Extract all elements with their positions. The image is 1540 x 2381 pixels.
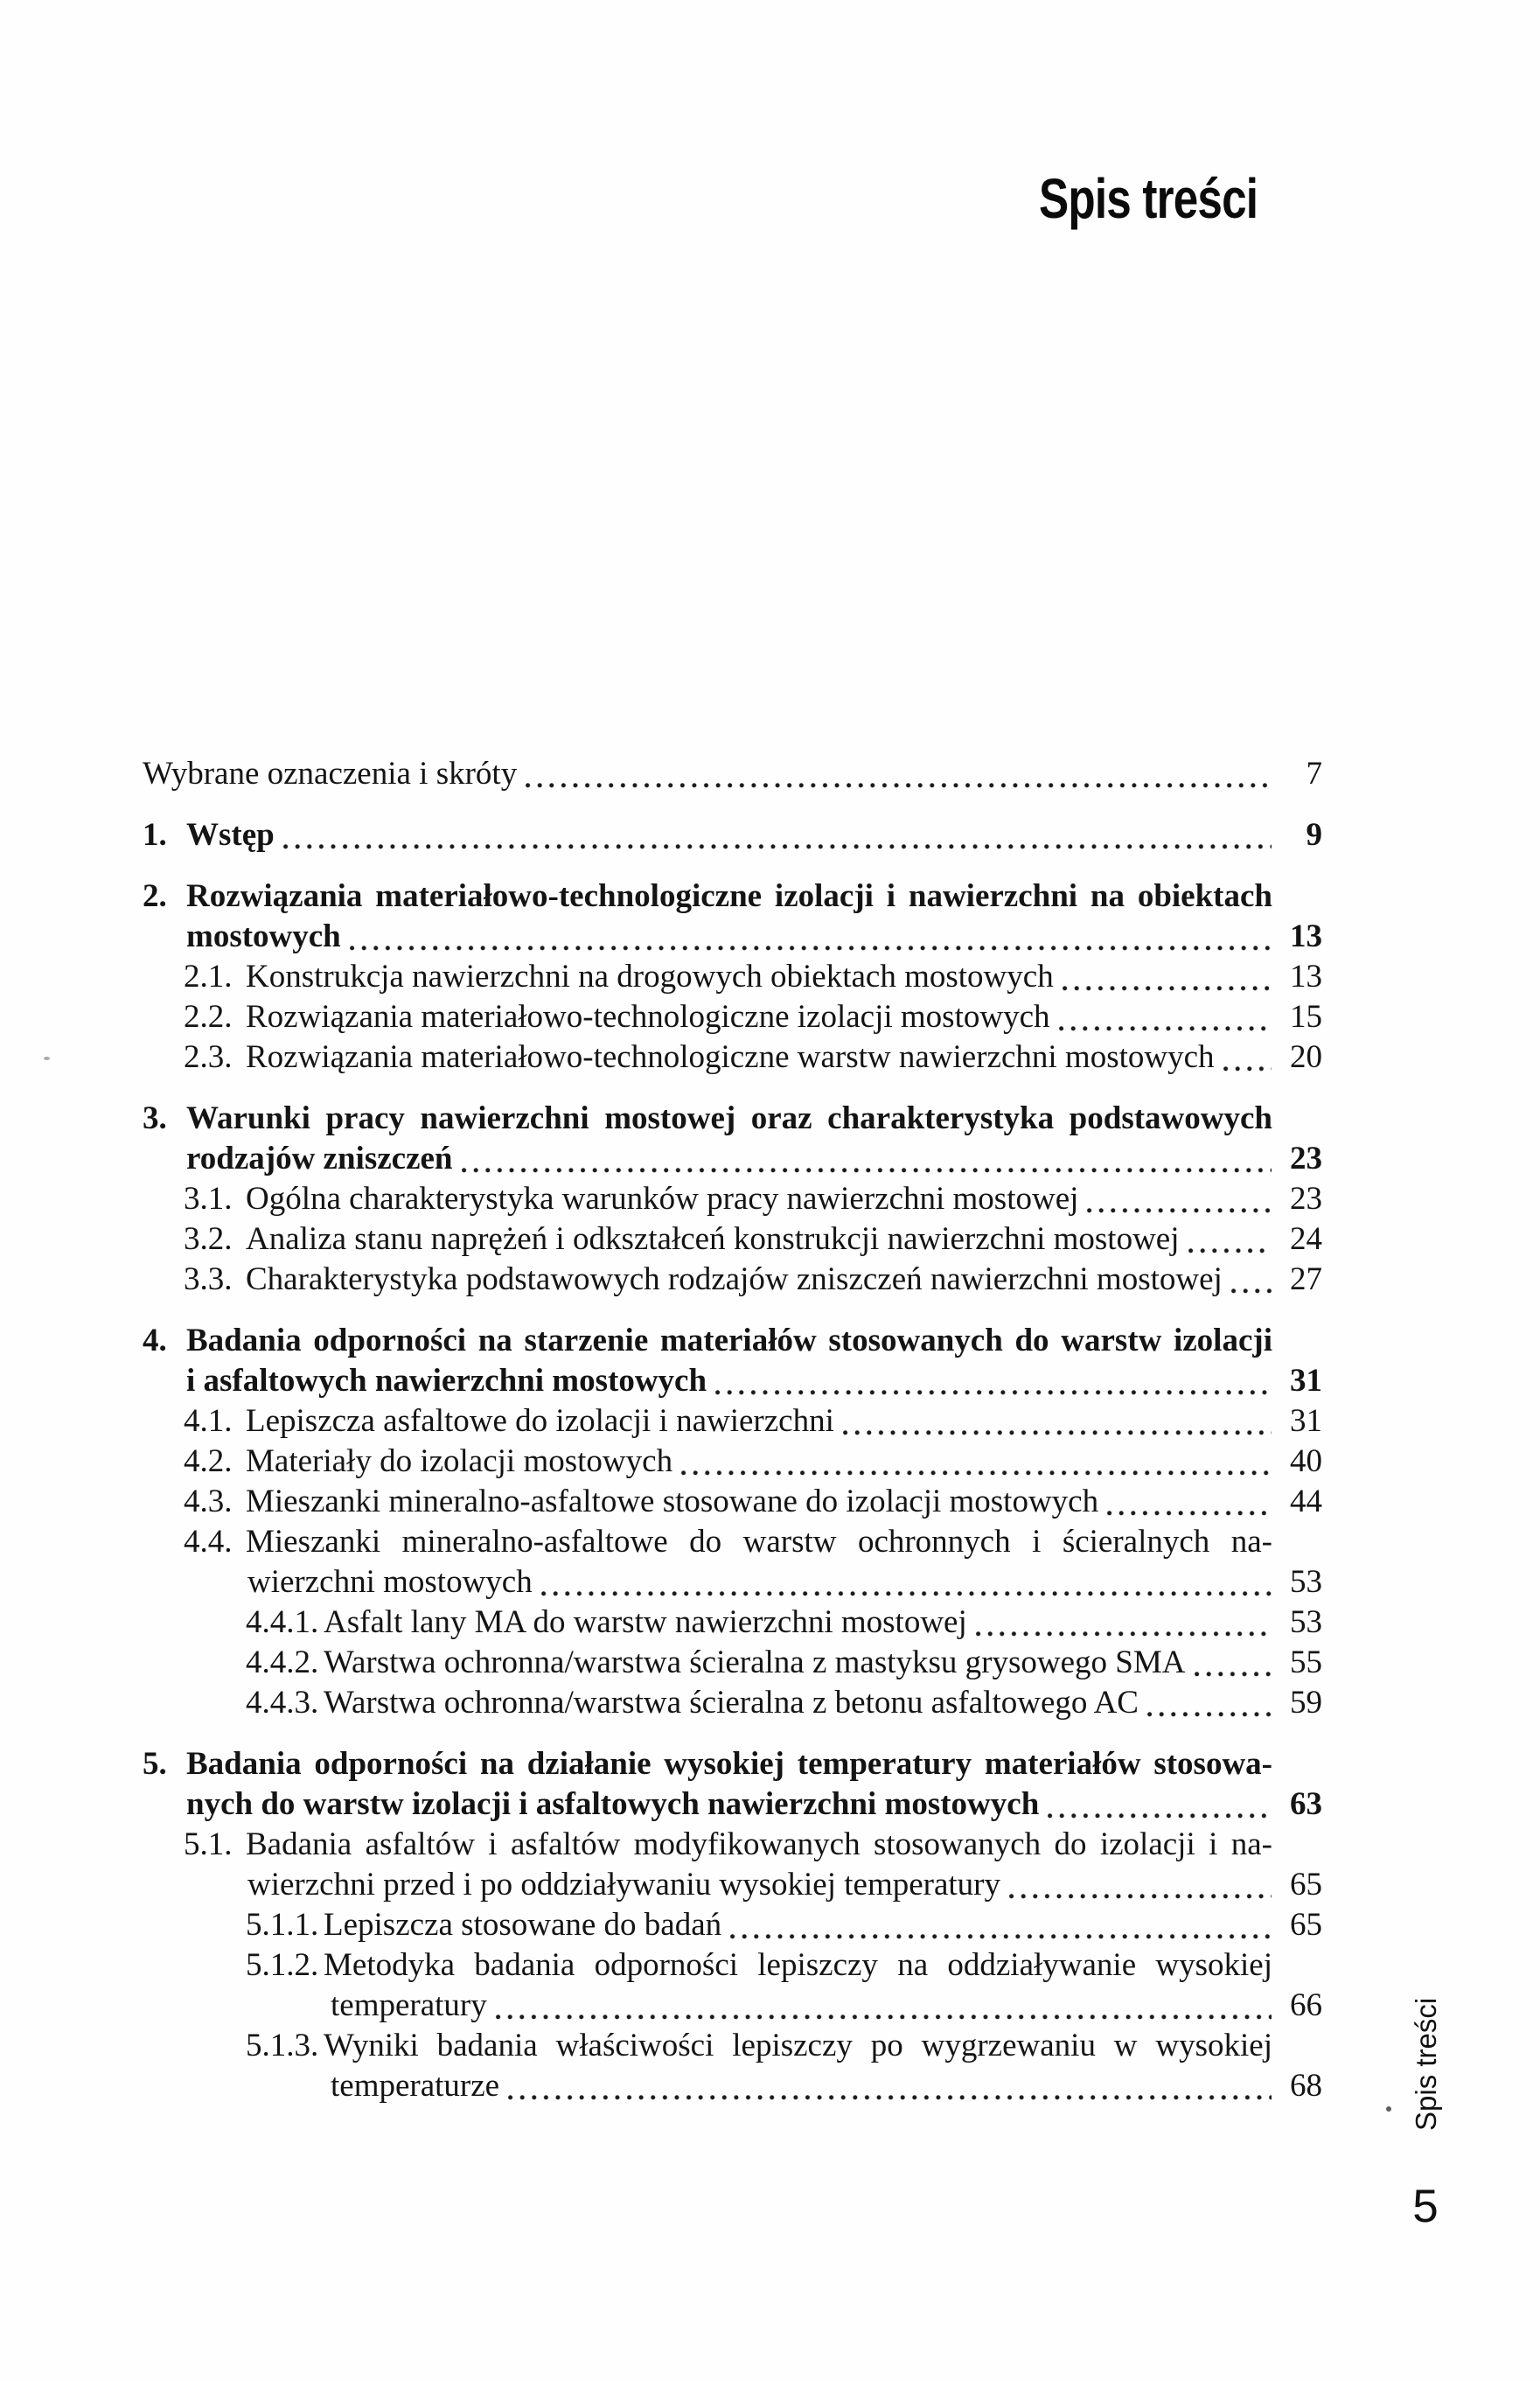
toc-entry-text: Materiały do izolacji mostowych — [246, 1443, 673, 1479]
toc-entry-number: 4.1. — [184, 1403, 233, 1439]
toc — [143, 754, 1322, 2106]
toc-entry-number: 4.3. — [184, 1484, 233, 1519]
toc-entry-text: Badania asfaltów i asfaltów modyfikowanych stosowanych do izolacji i na- — [246, 1826, 1272, 1862]
toc-entry-page: 65 — [1290, 1867, 1322, 1903]
dot-leader — [843, 1401, 1272, 1442]
toc-entry-line — [184, 1219, 1322, 1260]
toc-entry-line — [143, 1986, 1322, 2026]
toc-entry-line — [246, 1643, 1322, 1683]
toc-entry-number: 5.1.3. — [246, 2028, 319, 2063]
toc-entry-line — [184, 1522, 1322, 1562]
toc-entry-line — [143, 2066, 1322, 2106]
toc-entry-line — [143, 1562, 1322, 1602]
toc-entry-line — [184, 1825, 1322, 1865]
toc-entry-line — [143, 1139, 1322, 1179]
toc-entry-text: i asfaltowych nawierzchni mostowych — [186, 1363, 707, 1399]
toc-entry-number: 5.1. — [184, 1826, 233, 1862]
toc-entry-number: 2.2. — [184, 999, 233, 1035]
toc-entry-text: Asfalt lany MA do warstw nawierzchni mostowej — [324, 1604, 967, 1640]
toc-entry-page: 9 — [1306, 817, 1322, 853]
toc-entry-text: Wybrane oznaczenia i skróty — [143, 756, 518, 792]
toc-entry-number: 4.4.2. — [246, 1644, 319, 1680]
toc-entry-text: mostowych — [186, 918, 341, 954]
toc-entry-line — [143, 815, 1322, 855]
scan-speck — [1386, 2106, 1391, 2112]
toc-entry-line — [184, 1260, 1322, 1300]
toc-entry-text: nych do warstw izolacji i asfaltowych nawierzchni mostowych — [186, 1786, 1040, 1822]
toc-entry-text: Wstęp — [186, 817, 275, 853]
toc-entry-text: Badania odporności na działanie wysokiej temperatury materiałów stosowa- — [186, 1746, 1272, 1782]
toc-entry-number: 3. — [143, 1100, 167, 1136]
toc-entry-text: rodzajów zniszczeń — [186, 1141, 453, 1177]
toc-entry-text: Rozwiązania materiałowo-technologiczne warstw nawierzchni mostowych — [246, 1039, 1215, 1075]
dot-leader — [1147, 1683, 1272, 1723]
toc-entry-text: wierzchni mostowych — [247, 1564, 533, 1600]
toc-entry-text: temperaturze — [331, 2068, 500, 2104]
dot-leader — [508, 2066, 1272, 2106]
toc-entry-page: 44 — [1290, 1484, 1322, 1519]
toc-section — [143, 876, 1322, 1078]
toc-entry-text: Metodyka badania odporności lepiszczy na oddziaływanie wysokiej — [324, 1947, 1272, 1983]
toc-entry-number: 2. — [143, 878, 167, 914]
toc-entry-number: 3.2. — [184, 1221, 233, 1257]
toc-entry-line — [143, 754, 1322, 794]
toc-entry-number: 5.1.1. — [246, 1907, 319, 1943]
toc-entry-page: 53 — [1290, 1604, 1322, 1640]
toc-entry-page: 65 — [1290, 1907, 1322, 1943]
dot-leader — [1223, 1037, 1272, 1078]
toc-section — [143, 1744, 1322, 2106]
dot-leader — [1107, 1482, 1272, 1522]
margin-label-vertical: Spis treści — [1410, 1997, 1442, 2131]
toc-entry-line — [184, 1037, 1322, 1078]
toc-entry-page: 13 — [1290, 918, 1322, 954]
toc-entry-page: 63 — [1290, 1786, 1322, 1822]
toc-entry-text: Warstwa ochronna/warstwa ścieralna z betonu asfaltowego AC — [324, 1685, 1139, 1721]
page-title: Spis treści — [1039, 167, 1258, 230]
toc-entry-line — [246, 1945, 1322, 1986]
dot-leader — [715, 1361, 1272, 1401]
dot-leader — [730, 1905, 1272, 1945]
toc-entry-number: 4.4.1. — [246, 1604, 319, 1640]
toc-entry-text: Mieszanki mineralno-asfaltowe do warstw ochronnych i ścieralnych na- — [246, 1524, 1272, 1560]
folio-page-number: 5 — [1412, 2181, 1439, 2232]
toc-entry-line — [184, 1482, 1322, 1522]
toc-entry-number: 1. — [143, 817, 167, 853]
dot-leader — [1195, 1643, 1272, 1683]
dot-leader — [1048, 1784, 1272, 1825]
toc-entry-text: Warunki pracy nawierzchni mostowej oraz charakterystyka podstawowych — [186, 1100, 1272, 1136]
toc-entry-line — [184, 1179, 1322, 1219]
toc-entry-line — [184, 997, 1322, 1037]
toc-entry-text: Badania odporności na starzenie materiałów stosowanych do warstw izolacji — [186, 1323, 1272, 1358]
toc-entry-line — [246, 1905, 1322, 1945]
toc-entry-line — [246, 2026, 1322, 2066]
toc-entry-line — [143, 876, 1322, 917]
toc-entry-number: 2.1. — [184, 959, 233, 995]
toc-entry-page: 20 — [1290, 1039, 1322, 1075]
toc-entry-text: Wyniki badania właściwości lepiszczy po wygrzewaniu w wysokiej — [324, 2028, 1272, 2063]
toc-entry-page: 40 — [1290, 1443, 1322, 1479]
toc-section — [143, 815, 1322, 855]
toc-entry-text: Rozwiązania materiałowo-technologiczne izolacji i nawierzchni na obiektach — [186, 878, 1272, 914]
toc-entry-line — [143, 1784, 1322, 1825]
toc-entry-page: 53 — [1290, 1564, 1322, 1600]
dot-leader — [1087, 1179, 1272, 1219]
toc-entry-number: 5. — [143, 1746, 167, 1782]
toc-entry-page: 31 — [1290, 1363, 1322, 1399]
toc-entry-text: wierzchni przed i po oddziaływaniu wysokiej temperatury — [247, 1867, 1000, 1903]
dot-leader — [1059, 997, 1272, 1037]
toc-entry-page: 68 — [1290, 2068, 1322, 2104]
toc-entry-page: 59 — [1290, 1685, 1322, 1721]
toc-section — [143, 1099, 1322, 1300]
toc-entry-text: temperatury — [331, 1987, 487, 2023]
dot-leader — [283, 815, 1272, 855]
dot-leader — [1188, 1219, 1272, 1260]
toc-entry-number: 3.3. — [184, 1261, 233, 1297]
toc-entry-text: Analiza stanu naprężeń i odkształceń konstrukcji nawierzchni mostowej — [246, 1221, 1180, 1257]
toc-entry-number: 4.4.3. — [246, 1685, 319, 1721]
dot-leader — [350, 917, 1272, 957]
dot-leader — [976, 1602, 1272, 1643]
toc-entry-page: 27 — [1290, 1261, 1322, 1297]
toc-entry-page: 66 — [1290, 1987, 1322, 2023]
dot-leader — [526, 754, 1272, 794]
toc-entry-line — [143, 917, 1322, 957]
toc-entry-text: Warstwa ochronna/warstwa ścieralna z mastyksu grysowego SMA — [324, 1644, 1186, 1680]
scan-speck — [44, 1057, 50, 1060]
toc-entry-line — [246, 1602, 1322, 1643]
toc-entry-text: Lepiszcza stosowane do badań — [324, 1907, 722, 1943]
toc-entry-line — [143, 1865, 1322, 1905]
toc-entry-text: Ogólna charakterystyka warunków pracy nawierzchni mostowej — [246, 1181, 1079, 1217]
toc-entry-page: 24 — [1290, 1221, 1322, 1257]
toc-entry-line — [143, 1361, 1322, 1401]
toc-entry-line — [184, 957, 1322, 997]
toc-entry-page: 13 — [1290, 959, 1322, 995]
toc-entry-text: Rozwiązania materiałowo-technologiczne izolacji mostowych — [246, 999, 1050, 1035]
toc-entry-text: Konstrukcja nawierzchni na drogowych obiektach mostowych — [246, 959, 1054, 995]
dot-leader — [1009, 1865, 1272, 1905]
toc-entry-page: 15 — [1290, 999, 1322, 1035]
toc-entry-number: 5.1.2. — [246, 1947, 319, 1983]
toc-section — [143, 1321, 1322, 1723]
toc-entry-line — [143, 1321, 1322, 1361]
toc-entry-text: Charakterystyka podstawowych rodzajów zniszczeń nawierzchni mostowej — [246, 1261, 1223, 1297]
toc-entry-number: 2.3. — [184, 1039, 233, 1075]
toc-entry-page: 23 — [1290, 1181, 1322, 1217]
dot-leader — [541, 1562, 1272, 1602]
dot-leader — [1063, 957, 1272, 997]
toc-entry-page: 23 — [1290, 1141, 1322, 1177]
toc-section — [143, 754, 1322, 794]
toc-entry-text: Lepiszcza asfaltowe do izolacji i nawierzchni — [246, 1403, 834, 1439]
toc-entry-line — [143, 1744, 1322, 1784]
dot-leader — [496, 1986, 1272, 2026]
toc-entry-number: 4.4. — [184, 1524, 233, 1560]
toc-entry-number: 4. — [143, 1323, 167, 1358]
toc-entry-page: 31 — [1290, 1403, 1322, 1439]
toc-entry-line — [184, 1401, 1322, 1442]
dot-leader — [1231, 1260, 1272, 1300]
toc-entry-text: Mieszanki mineralno-asfaltowe stosowane do izolacji mostowych — [246, 1484, 1099, 1519]
toc-entry-page: 7 — [1306, 756, 1322, 792]
toc-entry-number: 4.2. — [184, 1443, 233, 1479]
dot-leader — [681, 1442, 1272, 1482]
toc-entry-number: 3.1. — [184, 1181, 233, 1217]
toc-entry-line — [143, 1099, 1322, 1139]
toc-entry-line — [184, 1442, 1322, 1482]
toc-entry-page: 55 — [1290, 1644, 1322, 1680]
dot-leader — [462, 1139, 1272, 1179]
toc-entry-line — [246, 1683, 1322, 1723]
